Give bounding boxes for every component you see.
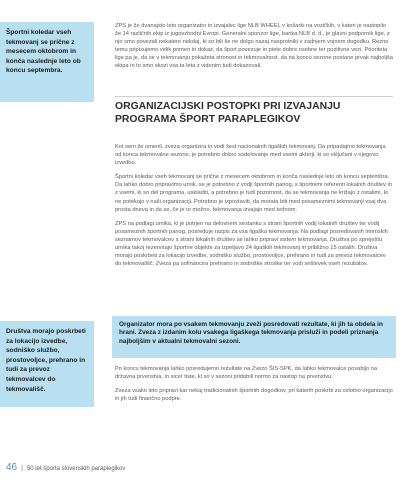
sidebar-callout-bottom (0, 321, 94, 407)
body-paragraph: Športni koledar vseh tekmovanj se prične z mesecem oktobrom in konča naslednje leto ob koncu septembra. Da lahko dobro pripravimo urnik, se je potrebno z vodji športnih panog, s športnimi referenti lokalnih društev in z vsemi, ki so del programa, uskladiti, a potrebno je tudi pozornost, da se tekmovanja ne križajo z ostalimi, ki ne potekajo v naši organizaciji. Potrebno je izpostaviti, da morata biti med posameznimi tekmovanji vsaj dva prosta dneva in da se, če je to možno, tekmovanja izvajajo med tednom. (115, 174, 392, 213)
intro-section (115, 22, 393, 71)
sidebar-callout-top (0, 22, 94, 102)
body-paragraph: ZPS na podlagi urnika, ki je potrjen na delovnem sestanku s strani športnih vodij lokalnih društev ter vodij posameznih športnih panog, posreduje razpis za vsa ligaška tekmovanja. Na podlagi posredovanih imenskih seznamov tekmovalcev s strani lokalnih društev se lahko pripravi sistem tekmovanja. Društva po spreještu urnika takoj rezervirajo športne objekte za izpeljavo 24 ligaških tekmovanj in približno 15 ostalih. Društva morajo poskrbeti za lokacijo izvedbe, sodniško službo, prostovoljce, prehrano in tudi za prevoz tekmovalcev do tekmovališč. Zveza pa sofinancira prehrano in sodniške stroške ter vodi seštevek vseh rezultatov. (115, 220, 388, 268)
section-divider (115, 96, 393, 97)
section-heading-wrap (115, 101, 393, 126)
after-body-text (115, 365, 393, 403)
page-number: 46 (6, 462, 18, 473)
intro-paragraph: ZPS je že dvanajsto leto organizator in izvajalec lige NLB WHEEL v košarki na vozičkih, v kateri je nastopilo že 14 različnih ekip iz jugovzhodni Evropi. Generalni sponzor lige, banka NLB d. d., je glavni podpornik lige, z njo smo povezali nekatere nekdaj, ki so bili še ne dolgo nazaj nasprotniki v zadnjem vojnem dogodku. Rezno temu pripisujemo velik pomen in dokaz, da šport povezuje in piete dobre osebne ter pozitivne vezi. Prioriteta lige pa je, da se v tekmovanju pokažeta stronost in tekmovalnost, da na koncu sezone postane prvak najboljša ekipa in to smo skozi vsa ta leta z videnim tudi dokazovali. (115, 23, 393, 70)
highlight-box (112, 316, 396, 358)
body-paragraph: Kot sem že omenil, zveza organizira in vodi šest nacionalnih ligaških tekmovanj. Da pripadajmo tekmovanja od konca tekmovalne sezone, je potrebno dobro sodelovanje med vsemi akterji, ki so vključeni v njegovo izvedbo. (115, 144, 386, 167)
footer-separator: | (21, 465, 23, 472)
body-paragraph: Zveza vsako leto pripravi kar nekaj tradicionalnih športnih dogodkov, pri katerih poskrbi za celotno organizacijo in jih tudi finančno podpre. (115, 388, 393, 403)
sidebar-callout-bottom-text: Društva morajo poskrbeti za lokacijo izvedbe, sodniško službo, prostovoljce, prehrano in tudi za prevoz tekmovalcev do tekmovališč. (6, 328, 86, 393)
highlight-text: Organizator mora po vsakem tekmovanju zveži posredovati rezultate, ki jih ta obdela in hrani. Zveza z izdanim kolu vsakega ligaškega tekmovanja prisluži in podeli priznanja najboljšim v aktualni tekmovalni sezoni. (119, 321, 383, 345)
section-heading: ORGANIZACIJSKI POSTOPKI PRI IZVAJANJU PROGRAMA ŠPORT PARAPLEGIKOV (115, 101, 341, 125)
publication-title: 50 let športa slovenskih paraplegikov (26, 466, 126, 472)
sidebar-callout-top-text: Športni koledar vseh tekmovanj se prične z mesecem oktobrom in konča naslednje leto ob koncu septembra. (6, 29, 81, 75)
body-paragraph: Po koncu tekmovanja lahko posredujemo rezultate na Zvezo ŠIS-SPK, da lahko tekmovalce povabijo na državna prvenstva, in sicer tiste, ki so v sezoni pridobili normo za nastop na prvenstvu. (115, 366, 378, 381)
body-text (115, 143, 393, 268)
page-footer (6, 462, 125, 473)
